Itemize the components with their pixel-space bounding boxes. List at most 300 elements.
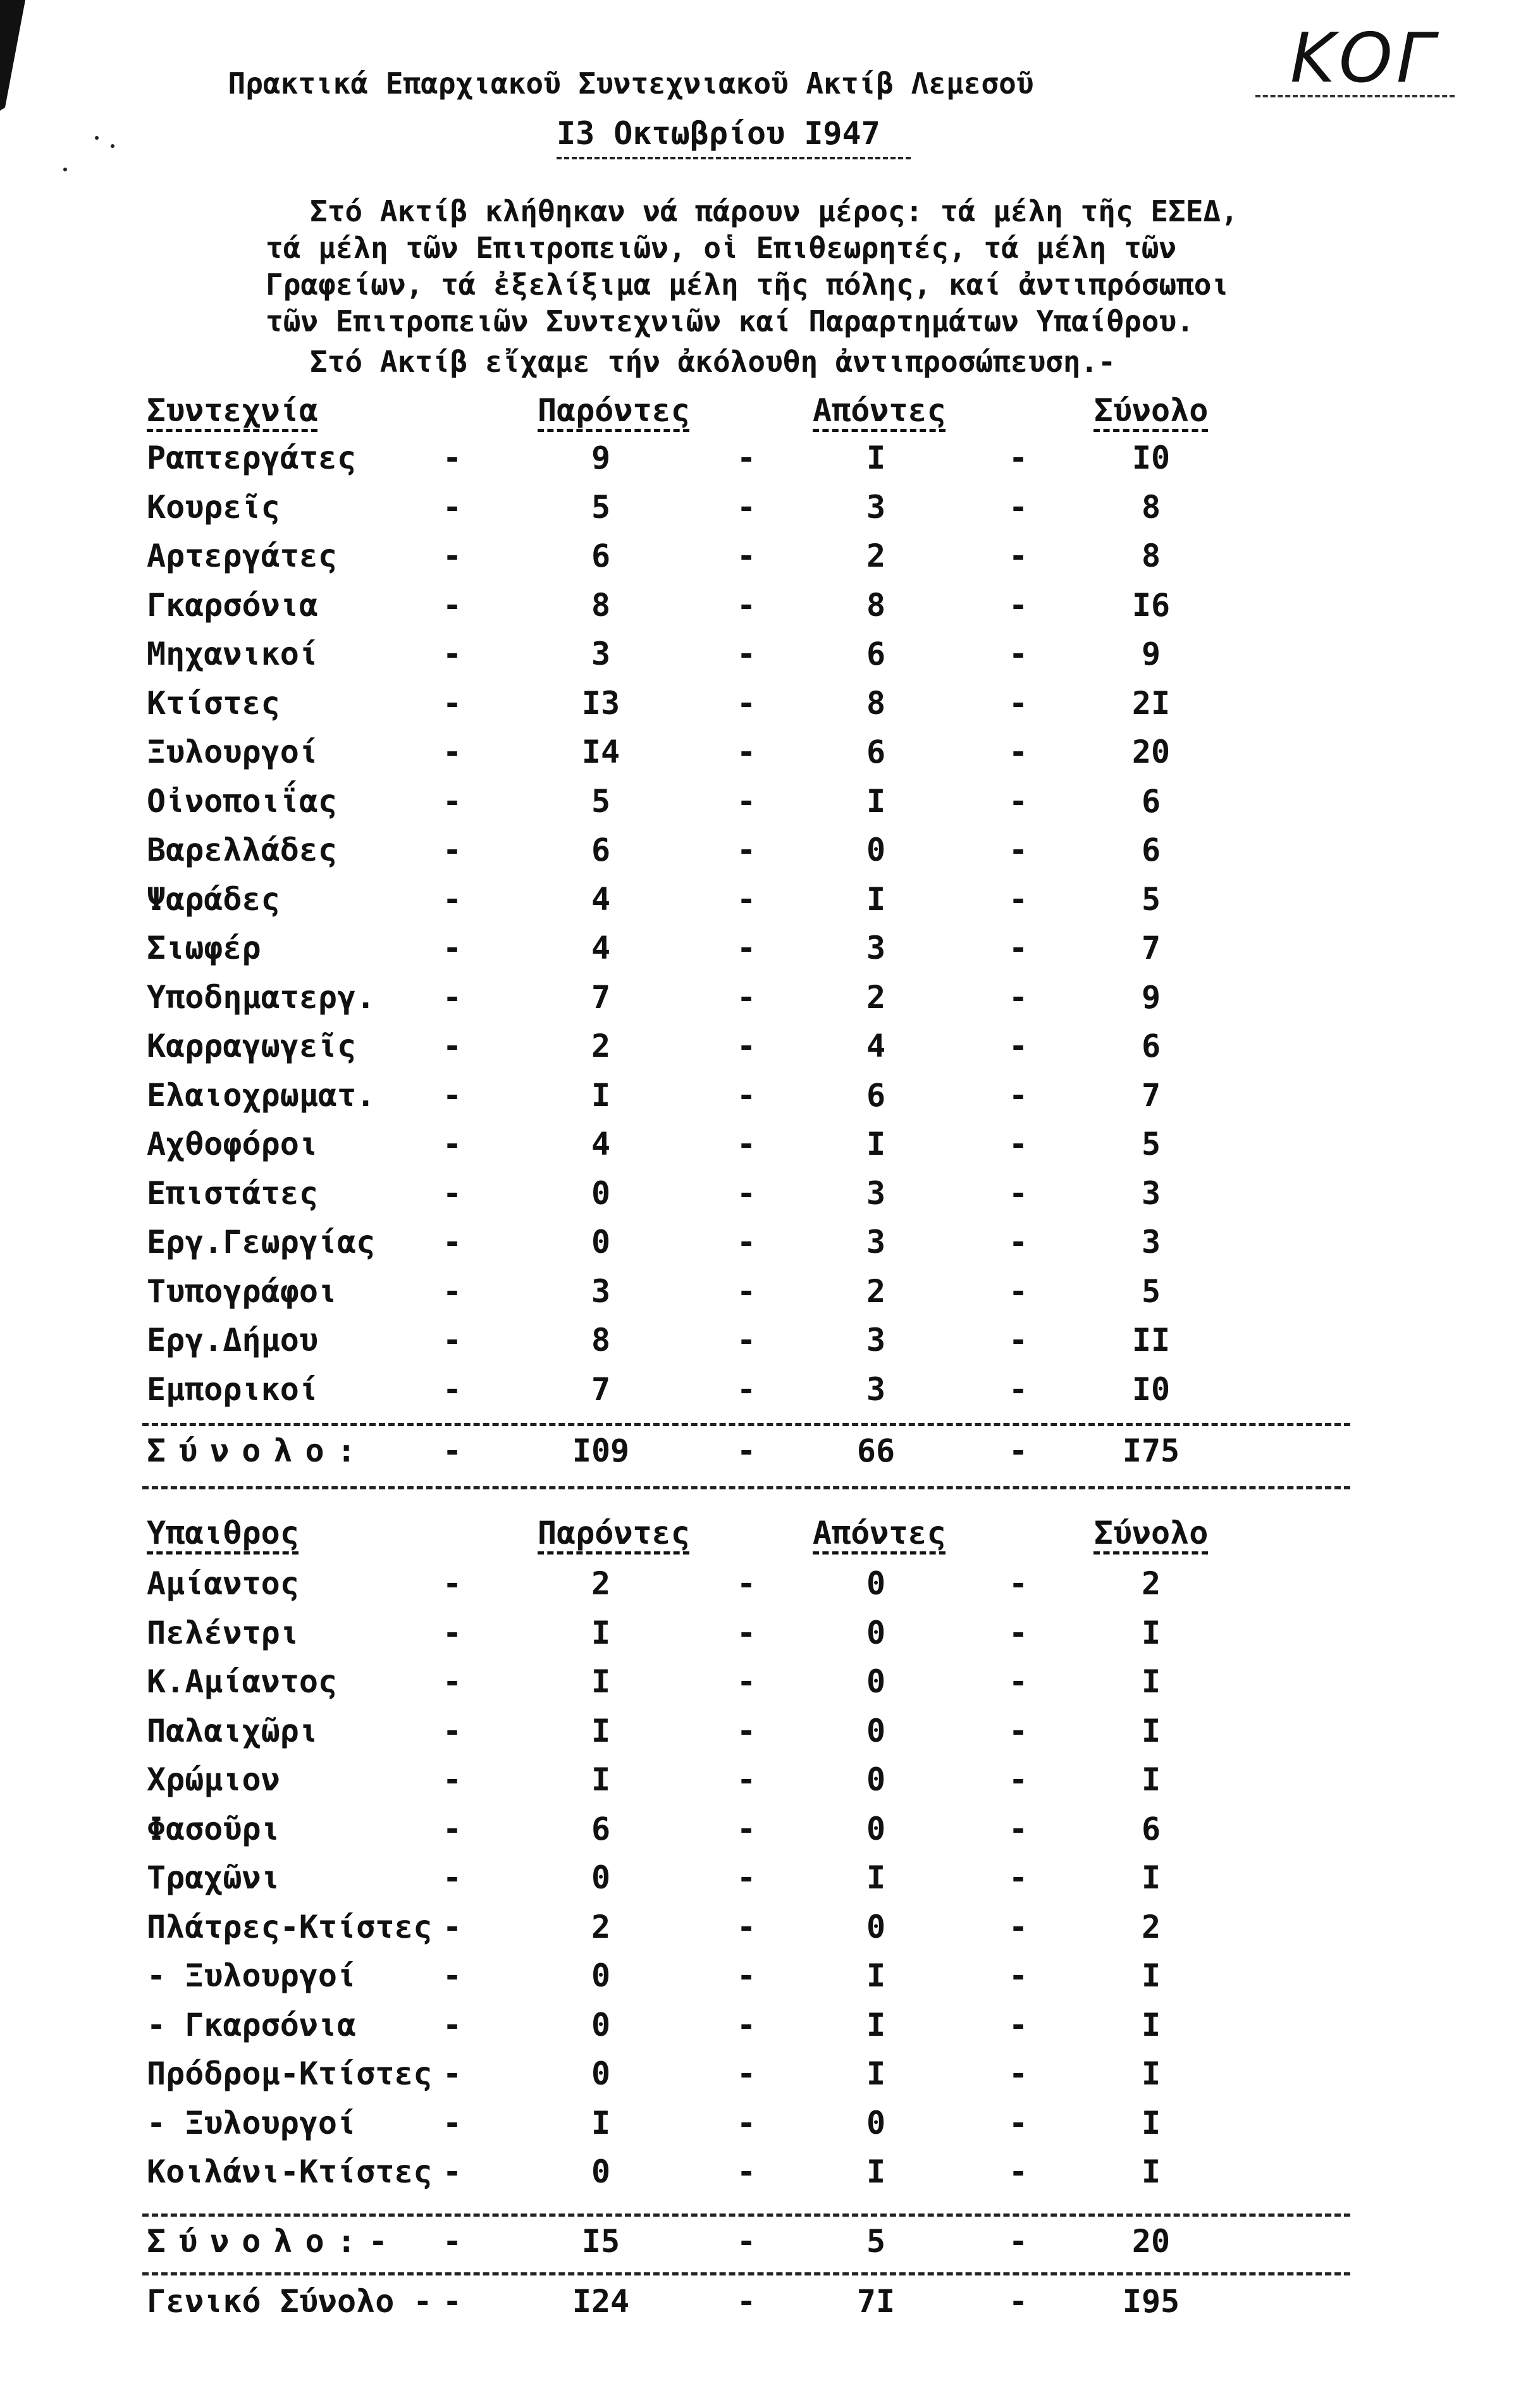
separator-dash: - (1009, 488, 1028, 526)
row-label: Χρώμιον (147, 1761, 280, 1798)
absent-count: 6 (866, 636, 886, 672)
separator-dash: - (737, 1761, 756, 1798)
table-row (0, 930, 1540, 978)
separator-dash: - (1009, 1272, 1028, 1310)
total-count: 9 (1141, 978, 1161, 1016)
row-label: Οἰνοποιΐας (147, 782, 338, 820)
separator-dash: - (443, 978, 462, 1016)
absent-count: 0 (866, 2104, 886, 2141)
separator-dash: - (443, 1272, 462, 1310)
row-label: Κ.Αμίαντος (147, 1663, 338, 1700)
intro-paragraph (266, 193, 1341, 340)
separator-dash: - (1009, 782, 1028, 820)
separator-dash: - (1009, 1908, 1028, 1945)
ink-speck (95, 136, 99, 140)
row-label: Παλαιχῶρι (147, 1712, 318, 1749)
column-header: Σύνολο (1093, 1515, 1209, 1551)
dashed-rule (142, 2213, 1350, 2217)
separator-dash: - (1009, 1957, 1028, 1994)
separator-dash: - (737, 880, 756, 918)
row-label: Σύνολο:- (147, 2223, 400, 2260)
row-label: Καρραγωγεῖς (147, 1028, 357, 1064)
separator-dash: - (737, 2006, 756, 2043)
table-row (0, 685, 1540, 733)
present-count: 2 (591, 1908, 611, 1945)
absent-count: 4 (866, 1028, 886, 1064)
dashed-rule (142, 1423, 1350, 1426)
representation-intro: Στό Ακτίβ εἴχαμε τήν ἀκόλουθη ἀντιπροσώπευση.- (310, 345, 1116, 379)
table-row (0, 1957, 1540, 2005)
row-label: Αρτεργάτες (147, 538, 338, 574)
separator-dash: - (737, 1174, 756, 1212)
separator-dash: - (443, 684, 462, 722)
absent-count: 8 (866, 586, 886, 624)
separator-dash: - (1009, 734, 1028, 770)
row-label: Πρόδρομ-Κτίστες (147, 2055, 433, 2092)
total-count: 3 (1141, 1174, 1161, 1212)
absent-count: 2 (866, 1272, 886, 1310)
separator-dash: - (737, 1663, 756, 1700)
present-count: I5 (581, 2223, 620, 2260)
total-count: I (1141, 1614, 1161, 1651)
separator-dash: - (443, 832, 462, 868)
total-count: 6 (1141, 1810, 1161, 1847)
separator-dash: - (443, 636, 462, 672)
total-count: 20 (1131, 734, 1171, 770)
table-row (0, 1713, 1540, 1761)
separator-dash: - (737, 2055, 756, 2092)
row-label: Πλάτρες-Κτίστες (147, 1908, 433, 1945)
absent-count: 5 (866, 2223, 886, 2260)
table-sum-row (0, 2223, 1540, 2271)
separator-dash: - (443, 1432, 462, 1469)
row-label: - Ξυλουργοί (147, 1957, 357, 1994)
column-header: Απόντες (813, 1515, 946, 1551)
table-row (0, 440, 1540, 488)
row-label: Ελαιοχρωματ. (147, 1076, 376, 1114)
row-label: - Γκαρσόνια (147, 2006, 357, 2043)
present-count: I09 (572, 1432, 630, 1469)
total-count: 2I (1131, 684, 1171, 722)
absent-count: 2 (866, 978, 886, 1016)
table-row (0, 1273, 1540, 1321)
separator-dash: - (1009, 684, 1028, 722)
present-count: 8 (591, 586, 611, 624)
present-count: I (591, 1663, 611, 1700)
present-count: 7 (591, 978, 611, 1016)
separator-dash: - (737, 1370, 756, 1408)
present-count: 0 (591, 1174, 611, 1212)
separator-dash: - (1009, 1224, 1028, 1260)
dashed-rule (142, 1486, 1350, 1489)
row-label: Σύνολο: (147, 1432, 369, 1469)
separator-dash: - (737, 1957, 756, 1994)
separator-dash: - (443, 1810, 462, 1847)
present-count: 0 (591, 2153, 611, 2190)
row-label: Κοιλάνι-Κτίστες (147, 2153, 433, 2190)
separator-dash: - (737, 440, 756, 476)
separator-dash: - (737, 930, 756, 966)
table-row (0, 832, 1540, 880)
present-count: 4 (591, 880, 611, 918)
separator-dash: - (443, 1028, 462, 1064)
intro-line: Γραφείων, τά ἐξελίξιμα μέλη τῆς πόλης, καί ἀντιπρόσωποι (266, 268, 1229, 302)
separator-dash: - (737, 636, 756, 672)
absent-count: 7I (856, 2283, 896, 2320)
column-header: Απόντες (813, 392, 946, 429)
column-header: Συντεχνία (147, 392, 318, 429)
separator-dash: - (1009, 930, 1028, 966)
separator-dash: - (443, 930, 462, 966)
total-count: I75 (1122, 1432, 1180, 1469)
separator-dash: - (443, 1565, 462, 1602)
separator-dash: - (1009, 2055, 1028, 2092)
present-count: 0 (591, 2055, 611, 2092)
date-underline (557, 157, 911, 159)
total-count: 5 (1141, 1126, 1161, 1162)
table-row (0, 979, 1540, 1027)
separator-dash: - (1009, 586, 1028, 624)
table-row (0, 587, 1540, 635)
separator-dash: - (443, 1370, 462, 1408)
separator-dash: - (737, 1712, 756, 1749)
total-count: I (1141, 1712, 1161, 1749)
present-count: I3 (581, 684, 620, 722)
absent-count: I (866, 1126, 886, 1162)
absent-count: 0 (866, 1614, 886, 1651)
absent-count: 3 (866, 1174, 886, 1212)
separator-dash: - (737, 586, 756, 624)
absent-count: I (866, 1859, 886, 1896)
intro-line: Στό Ακτίβ κλήθηκαν νά πάρουν μέρος: τά μέλη τῆς ΕΣΕΔ, (310, 194, 1238, 228)
absent-count: 3 (866, 1224, 886, 1260)
table-row (0, 1077, 1540, 1125)
table-row (0, 1761, 1540, 1809)
separator-dash: - (737, 1565, 756, 1602)
table-row (0, 1663, 1540, 1711)
absent-count: 66 (856, 1432, 896, 1469)
separator-dash: - (737, 2283, 756, 2320)
column-header: Παρόντες (538, 392, 690, 429)
present-count: 0 (591, 1224, 611, 1260)
separator-dash: - (443, 1322, 462, 1358)
separator-dash: - (737, 2153, 756, 2190)
total-count: 9 (1141, 636, 1161, 672)
separator-dash: - (443, 586, 462, 624)
separator-dash: - (1009, 1761, 1028, 1798)
separator-dash: - (737, 2104, 756, 2141)
separator-dash: - (1009, 2153, 1028, 2190)
present-count: 3 (591, 1272, 611, 1310)
row-label: Εργ.Δήμου (147, 1322, 318, 1358)
row-label: Ψαράδες (147, 880, 280, 918)
table-row (0, 1322, 1540, 1370)
present-count: I4 (581, 734, 620, 770)
dashed-rule (142, 2272, 1350, 2275)
separator-dash: - (443, 1957, 462, 1994)
separator-dash: - (443, 1174, 462, 1212)
row-label: - Ξυλουργοί (147, 2104, 357, 2141)
present-count: 4 (591, 1126, 611, 1162)
separator-dash: - (1009, 978, 1028, 1016)
separator-dash: - (443, 880, 462, 918)
table-row (0, 1811, 1540, 1859)
separator-dash: - (1009, 1076, 1028, 1114)
present-count: 3 (591, 636, 611, 672)
separator-dash: - (737, 1224, 756, 1260)
table-row (0, 1028, 1540, 1076)
separator-dash: - (443, 2223, 462, 2260)
separator-dash: - (737, 1614, 756, 1651)
separator-dash: - (1009, 2283, 1028, 2320)
present-count: 7 (591, 1370, 611, 1408)
separator-dash: - (1009, 538, 1028, 574)
separator-dash: - (443, 1126, 462, 1162)
document-date: I3 Οκτωβρίου I947 (557, 115, 880, 152)
total-count: 6 (1141, 782, 1161, 820)
separator-dash: - (737, 832, 756, 868)
row-label: Κτίστες (147, 684, 280, 722)
separator-dash: - (443, 2283, 462, 2320)
absent-count: 0 (866, 1565, 886, 1602)
table-row (0, 1175, 1540, 1223)
ink-speck (63, 168, 67, 171)
table-row (0, 2105, 1540, 2153)
total-count: 7 (1141, 1076, 1161, 1114)
separator-dash: - (737, 2223, 756, 2260)
total-count: I0 (1131, 1370, 1171, 1408)
total-count: 5 (1141, 880, 1161, 918)
table-row (0, 636, 1540, 684)
absent-count: I (866, 782, 886, 820)
separator-dash: - (443, 2006, 462, 2043)
table-row (0, 1126, 1540, 1174)
separator-dash: - (737, 1908, 756, 1945)
separator-dash: - (443, 2104, 462, 2141)
separator-dash: - (1009, 880, 1028, 918)
table-header-row (0, 1515, 1540, 1563)
absent-count: 0 (866, 1761, 886, 1798)
separator-dash: - (737, 1810, 756, 1847)
row-label: Εργ.Γεωργίας (147, 1224, 376, 1260)
total-count: 8 (1141, 538, 1161, 574)
intro-line: τῶν Επιτροπειῶν Συντεχνιῶν καί Παραρτημάτων Υπαίθρου. (266, 304, 1194, 338)
document-title: Πρακτικά Επαρχιακοῦ Συντεχνιακοῦ Ακτίβ Λεμεσοῦ (228, 66, 1034, 101)
row-label: Σιωφέρ (147, 930, 261, 966)
table-row (0, 1224, 1540, 1272)
column-header: Σύνολο (1093, 392, 1209, 429)
present-count: 5 (591, 782, 611, 820)
separator-dash: - (443, 734, 462, 770)
absent-count: 3 (866, 1322, 886, 1358)
absent-count: 0 (866, 1712, 886, 1749)
total-count: 20 (1131, 2223, 1171, 2260)
table-row (0, 489, 1540, 537)
grand-total-row (0, 2283, 1540, 2331)
separator-dash: - (737, 978, 756, 1016)
absent-count: I (866, 2153, 886, 2190)
separator-dash: - (1009, 1370, 1028, 1408)
present-count: I (591, 1761, 611, 1798)
table-row (0, 734, 1540, 782)
total-count: I (1141, 2104, 1161, 2141)
absent-count: I (866, 1957, 886, 1994)
separator-dash: - (443, 1859, 462, 1896)
total-count: I (1141, 2006, 1161, 2043)
row-label: Υποδηματεργ. (147, 978, 376, 1016)
separator-dash: - (443, 440, 462, 476)
total-count: I (1141, 2153, 1161, 2190)
row-label: Φασοῦρι (147, 1810, 280, 1847)
separator-dash: - (1009, 832, 1028, 868)
absent-count: 3 (866, 1370, 886, 1408)
absent-count: 0 (866, 1810, 886, 1847)
present-count: 6 (591, 538, 611, 574)
separator-dash: - (737, 538, 756, 574)
row-label: Τραχῶνι (147, 1859, 280, 1896)
separator-dash: - (1009, 1614, 1028, 1651)
present-count: 8 (591, 1322, 611, 1358)
total-count: I6 (1131, 586, 1171, 624)
separator-dash: - (1009, 2223, 1028, 2260)
separator-dash: - (737, 1859, 756, 1896)
separator-dash: - (1009, 1859, 1028, 1896)
separator-dash: - (1009, 1712, 1028, 1749)
row-label: Ξυλουργοί (147, 734, 318, 770)
separator-dash: - (443, 1712, 462, 1749)
total-count: II (1131, 1322, 1171, 1358)
separator-dash: - (737, 734, 756, 770)
separator-dash: - (443, 1614, 462, 1651)
total-count: 6 (1141, 832, 1161, 868)
separator-dash: - (737, 1322, 756, 1358)
separator-dash: - (1009, 1432, 1028, 1469)
table-header-row (0, 392, 1540, 440)
total-count: 7 (1141, 930, 1161, 966)
present-count: 4 (591, 930, 611, 966)
intro-line: τά μέλη τῶν Επιτροπειῶν, οἱ Επιθεωρητές, τά μέλη τῶν (266, 231, 1177, 265)
absent-count: 3 (866, 930, 886, 966)
table-sum-row (0, 1432, 1540, 1481)
separator-dash: - (1009, 636, 1028, 672)
present-count: 6 (591, 832, 611, 868)
present-count: I (591, 1076, 611, 1114)
present-count: 5 (591, 488, 611, 526)
row-label: Ραπτεργάτες (147, 440, 357, 476)
total-count: I95 (1122, 2283, 1180, 2320)
row-label: Μηχανικοί (147, 636, 318, 672)
present-count: 6 (591, 1810, 611, 1847)
separator-dash: - (737, 1272, 756, 1310)
ink-speck (111, 144, 114, 148)
total-count: 6 (1141, 1028, 1161, 1064)
total-count: I (1141, 1957, 1161, 1994)
present-count: 9 (591, 440, 611, 476)
separator-dash: - (1009, 1028, 1028, 1064)
separator-dash: - (1009, 1174, 1028, 1212)
separator-dash: - (443, 2055, 462, 2092)
table-row (0, 783, 1540, 831)
separator-dash: - (443, 538, 462, 574)
row-label: Γενικό Σύνολο - (147, 2283, 433, 2320)
separator-dash: - (737, 488, 756, 526)
separator-dash: - (1009, 2104, 1028, 2141)
present-count: 2 (591, 1028, 611, 1064)
separator-dash: - (1009, 1126, 1028, 1162)
present-count: 0 (591, 1859, 611, 1896)
separator-dash: - (737, 782, 756, 820)
table-row (0, 1371, 1540, 1419)
present-count: 0 (591, 1957, 611, 1994)
separator-dash: - (737, 1028, 756, 1064)
total-count: 3 (1141, 1224, 1161, 1260)
separator-dash: - (443, 488, 462, 526)
absent-count: 3 (866, 488, 886, 526)
total-count: I (1141, 1663, 1161, 1700)
row-label: Πελέντρι (147, 1614, 299, 1651)
separator-dash: - (1009, 1322, 1028, 1358)
row-label: Επιστάτες (147, 1174, 318, 1212)
separator-dash: - (737, 1126, 756, 1162)
table-row (0, 881, 1540, 929)
table-row (0, 1909, 1540, 1957)
row-label: Εμπορικοί (147, 1370, 318, 1408)
total-count: I (1141, 1859, 1161, 1896)
table-row (0, 2055, 1540, 2103)
absent-count: I (866, 440, 886, 476)
absent-count: 0 (866, 1663, 886, 1700)
absent-count: 2 (866, 538, 886, 574)
separator-dash: - (737, 1432, 756, 1469)
separator-dash: - (443, 1761, 462, 1798)
row-label: Αμίαντος (147, 1565, 299, 1602)
row-label: Αχθοφόροι (147, 1126, 318, 1162)
row-label: Τυπογράφοι (147, 1272, 338, 1310)
present-count: I (591, 1614, 611, 1651)
table-row (0, 1859, 1540, 1907)
separator-dash: - (1009, 440, 1028, 476)
present-count: I24 (572, 2283, 630, 2320)
total-count: 8 (1141, 488, 1161, 526)
row-label: Γκαρσόνια (147, 586, 318, 624)
separator-dash: - (443, 1663, 462, 1700)
handwritten-stamp: ΚΟΓ (1290, 19, 1438, 98)
separator-dash: - (443, 2153, 462, 2190)
total-count: 2 (1141, 1908, 1161, 1945)
table-row (0, 2153, 1540, 2201)
separator-dash: - (1009, 1663, 1028, 1700)
absent-count: I (866, 2055, 886, 2092)
table-row (0, 2007, 1540, 2055)
separator-dash: - (1009, 1565, 1028, 1602)
separator-dash: - (1009, 1810, 1028, 1847)
column-header: Υπαιθρος (147, 1515, 299, 1551)
separator-dash: - (1009, 2006, 1028, 2043)
column-header: Παρόντες (538, 1515, 690, 1551)
present-count: 2 (591, 1565, 611, 1602)
separator-dash: - (443, 1076, 462, 1114)
absent-count: I (866, 2006, 886, 2043)
table-row (0, 1615, 1540, 1663)
separator-dash: - (443, 782, 462, 820)
total-count: 2 (1141, 1565, 1161, 1602)
total-count: I (1141, 1761, 1161, 1798)
separator-dash: - (443, 1224, 462, 1260)
present-count: I (591, 2104, 611, 2141)
total-count: 5 (1141, 1272, 1161, 1310)
present-count: 0 (591, 2006, 611, 2043)
absent-count: I (866, 880, 886, 918)
